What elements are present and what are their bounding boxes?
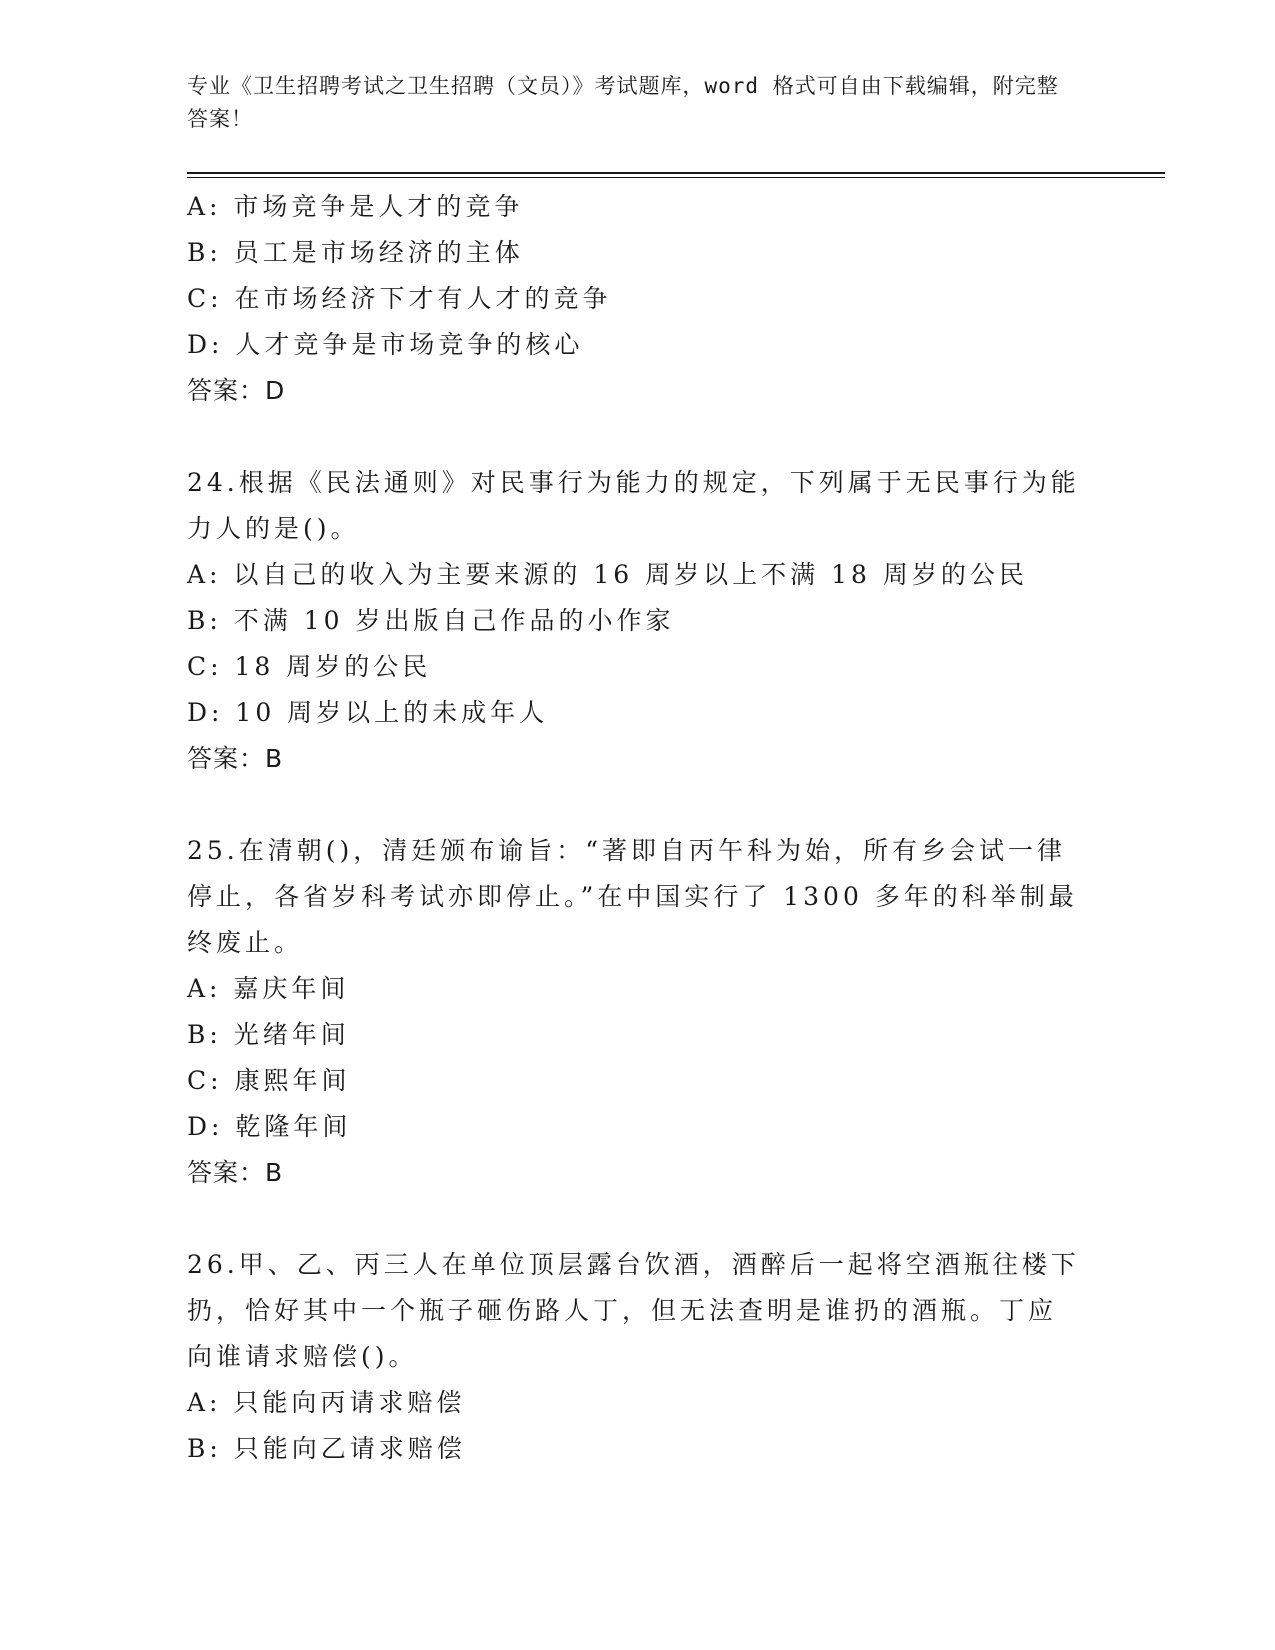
question-stem-line: 向谁请求赔偿()。	[187, 1342, 418, 1371]
option-c: C: 18 周岁的公民	[187, 652, 432, 681]
option-d: D: 乾隆年间	[187, 1112, 352, 1141]
option-b: B: 员工是市场经济的主体	[187, 238, 524, 267]
question-24	[187, 460, 1167, 782]
option-c: C: 康熙年间	[187, 1066, 351, 1095]
answer-line: 答案：B	[187, 744, 284, 773]
option-d: D: 10 周岁以上的未成年人	[187, 698, 549, 727]
question-stem-line: 扔，恰好其中一个瓶子砸伤路人丁，但无法查明是谁扔的酒瓶。丁应	[187, 1296, 1058, 1325]
option-a: A: 只能向丙请求赔偿	[187, 1388, 466, 1417]
question-stem-line: 24.根据《民法通则》对民事行为能力的规定，下列属于无民事行为能	[187, 468, 1080, 497]
option-b: B: 光绪年间	[187, 1020, 350, 1049]
answer-line: 答案：D	[187, 376, 286, 405]
question-list	[187, 184, 1167, 1472]
document-header: 专业《卫生招聘考试之卫生招聘（文员）》考试题库，word 格式可自由下载编辑，附完整答案！	[187, 74, 1059, 131]
question-26	[187, 1242, 1167, 1472]
option-b: B: 不满 10 岁出版自己作品的小作家	[187, 606, 675, 635]
question-stem-line: 停止，各省岁科考试亦即停止。”在中国实行了 1300 多年的科举制最	[187, 882, 1078, 911]
option-d: D: 人才竞争是市场竞争的核心	[187, 330, 584, 359]
document-page	[187, 70, 1167, 1472]
option-a: A: 市场竞争是人才的竞争	[187, 192, 524, 221]
question-25	[187, 828, 1167, 1196]
header-divider	[187, 172, 1165, 178]
option-c: C: 在市场经济下才有人才的竞争	[187, 284, 612, 313]
question-stem-line: 力人的是()。	[187, 514, 360, 543]
option-a: A: 以自己的收入为主要来源的 16 周岁以上不满 18 周岁的公民	[187, 560, 1028, 589]
question-stem-line: 25.在清朝()，清廷颁布谕旨：“著即自丙午科为始，所有乡会试一律	[187, 836, 1067, 865]
option-a: A: 嘉庆年间	[187, 974, 350, 1003]
question-23	[187, 184, 1167, 414]
answer-line: 答案：B	[187, 1158, 284, 1187]
option-b: B: 只能向乙请求赔偿	[187, 1434, 466, 1463]
question-stem-line: 26.甲、乙、丙三人在单位顶层露台饮酒，酒醉后一起将空酒瓶往楼下	[187, 1250, 1080, 1279]
question-stem-line: 终废止。	[187, 928, 304, 957]
